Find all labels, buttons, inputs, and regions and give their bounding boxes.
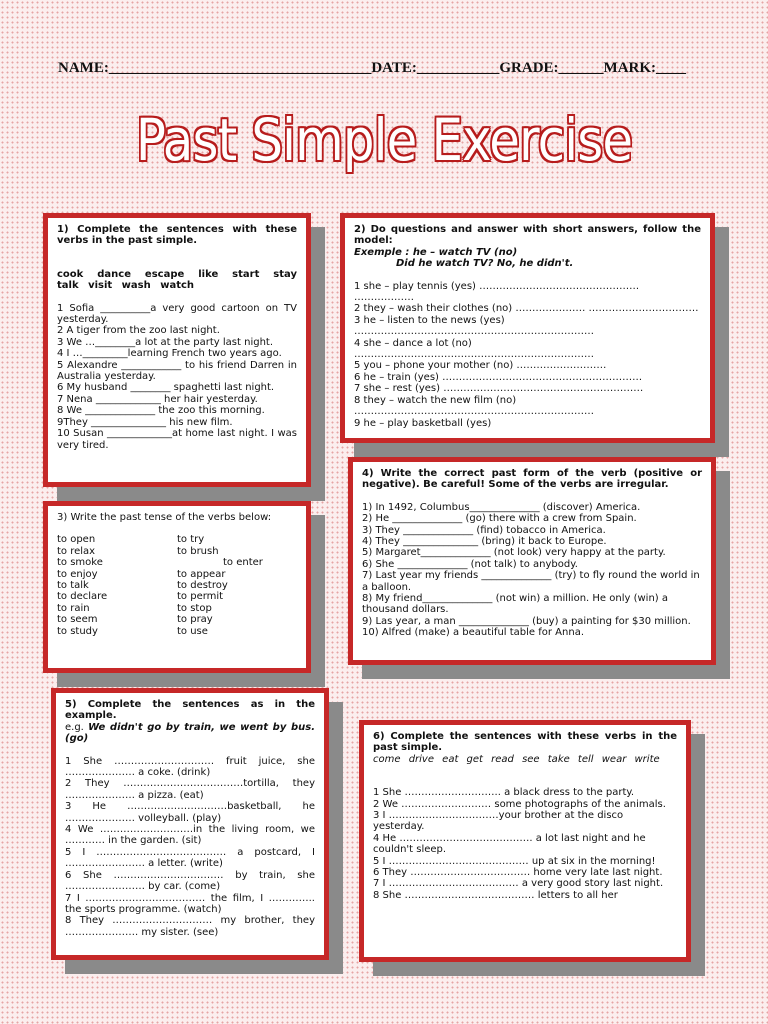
exercise-5-heading: 5) Complete the sentences as in the example. [65, 699, 315, 722]
list-item: 5 Alexandre ____________ to his friend Darren in Australia yesterday. [57, 359, 301, 383]
exercise-4-heading: 4) Write the correct past form of the verb (positive or negative). Be careful! Some of the verbs are irregular. [362, 468, 702, 491]
list-item: 6 She …………………………… by train, she …………………… by car. (come) [65, 869, 319, 893]
list-item: 5 I …………………………………… up at six in the morning! [373, 855, 656, 867]
list-item: 6 he – train (yes) …………………………………………………… [354, 371, 643, 383]
list-item: to stop [177, 602, 212, 614]
list-item: 1 she – play tennis (yes) ………………………………………… ……………… [354, 280, 643, 304]
exercise-5-lines [65, 755, 319, 939]
list-item: 5 I ………………………………… a postcard, I …………………… a letter. (write) [65, 846, 319, 870]
list-item: to rain [57, 602, 90, 614]
list-item: to open [57, 534, 96, 546]
student-info-line: NAME:___________________________________DATE:___________GRADE:______MARK:____ [58, 60, 687, 76]
list-item: 1 Sofia __________a very good cartoon on TV yesterday. [57, 302, 301, 326]
list-item: 4 she – dance a lot (no) ……………………………………………………………… [354, 337, 594, 361]
list-item: to relax [57, 545, 96, 557]
list-item: 1 She ……………………….. a black dress to the party. [373, 787, 635, 799]
list-item: 6 They ……………………………… home very late last night. [373, 867, 663, 879]
example-label: e.g. [65, 721, 84, 733]
list-item: 4 He …………………………………. a lot last night and he couldn't sleep. [373, 832, 649, 856]
list-item: 2 We ……………………… some photographs of the animals. [373, 798, 666, 810]
list-item: to use [177, 625, 208, 637]
list-item: 8 We ______________ the zoo this morning. [57, 405, 265, 417]
list-item: 3 I ……………………………your brother at the disco yesterday. [373, 810, 627, 833]
page-title: Past Simple Exercise [135, 106, 633, 174]
list-item: 3 he – listen to the news (yes) ……………………………………………………………… [354, 314, 594, 338]
exercise-1-box [48, 218, 306, 482]
list-item: to appear [177, 568, 226, 580]
list-item: to enter [223, 557, 263, 569]
exercise-1-lines [57, 302, 301, 451]
list-item: 5 you – phone your mother (no) ……………………… [354, 360, 607, 372]
list-item: 7) Last year my friends ______________ (try) to fly round the world in a balloon. [362, 570, 703, 593]
list-item: 2 They ………………………………tortilla, they ………………… a pizza. (eat) [65, 778, 319, 801]
list-item: 6 My husband ________ spaghetti last night. [57, 382, 275, 394]
exercise-3-right-column [177, 534, 297, 637]
list-item: to brush [177, 545, 219, 557]
list-item: to declare [57, 591, 108, 603]
list-item: to try [177, 534, 205, 546]
exercise-3-left-column [57, 534, 177, 637]
list-item: 7 Nena _____________ her hair yesterday. [57, 393, 258, 405]
list-item: 7 I ………………………………… a very good story last night. [373, 878, 664, 890]
exercise-3-verb-columns [57, 534, 297, 637]
exercise-1-heading: 1) Complete the sentences with these verbs in the past simple. [57, 224, 297, 247]
exercise-5-box [56, 693, 324, 955]
example-sentence: We didn't go by train, we went by bus. (go) [65, 721, 315, 745]
list-item: to destroy [177, 580, 228, 592]
exercise-2-lines [354, 281, 701, 429]
list-item: to smoke [57, 557, 103, 569]
exercise-2-heading: 2) Do questions and answer with short answers, follow the model: [354, 224, 701, 247]
exercise-2-box [345, 218, 710, 438]
list-item: 1) In 1492, Columbus______________ (discover) America. [362, 501, 641, 513]
exercise-5-example [65, 722, 315, 745]
list-item: 10) Alfred (make) a beautiful table for Anna. [362, 627, 584, 639]
exercise-2-example-answer: Did he watch TV? No, he didn't. [396, 258, 574, 270]
exercise-2-example-question: Exemple : he – watch TV (no) [354, 246, 518, 258]
list-item: 8 they – watch the new film (no) ……………………………………………………………… [354, 394, 594, 418]
list-item: to seem [57, 614, 98, 626]
list-item: 8 They ………………………… my brother, they …………………. my sister. (see) [65, 915, 319, 938]
exercise-6-lines [373, 787, 677, 901]
list-item: 10 Susan _____________at home last night. I was very tired. [57, 428, 301, 451]
list-item: 8 She ………………………………… letters to all her [373, 889, 618, 901]
exercise-3-box [48, 506, 306, 668]
list-item: to enjoy [57, 568, 98, 580]
exercise-6-box [364, 725, 686, 957]
list-item: 9) Las year, a man ______________ (buy) a painting for $30 million. [362, 615, 691, 627]
list-item: 3 He …………………………basketball, he ………………… volleyball. (play) [65, 801, 319, 824]
list-item: to permit [177, 591, 224, 603]
exercise-1-verb-list: cook dance escape like start stay talk visit wash watch [57, 268, 297, 292]
list-item: 4) They _______________ (bring) it back to Europe. [362, 536, 607, 548]
list-item: 7 I ……………………………… the film, I ………….. the sports programme. (watch) [65, 892, 319, 915]
list-item: 9 he – play basketball (yes) [354, 417, 492, 429]
list-item: 2 A tiger from the zoo last night. [57, 325, 220, 337]
list-item: to talk [57, 580, 89, 592]
exercise-6-heading: 6) Complete the sentences with these verbs in the past simple. [373, 731, 677, 754]
list-item: 6) She ______________ (not talk) to anybody. [362, 558, 578, 570]
list-item: 9They _______________ his new film. [57, 416, 233, 428]
list-item: 4 I …_________learning French two years ago. [57, 348, 282, 360]
list-item: 2) He ______________ (go) there with a crew from Spain. [362, 513, 637, 525]
list-item: 5) Margaret______________ (not look) very happy at the party. [362, 547, 666, 559]
list-item: 3 We …________a lot at the party last night. [57, 336, 274, 348]
list-item: 8) My friend______________ (not win) a million. He only (win) a thousand dollars. [362, 593, 672, 616]
exercise-4-lines [362, 502, 702, 639]
list-item: 1 She ………………………… fruit juice, she ………………… a coke. (drink) [65, 755, 319, 779]
exercise-4-box [353, 462, 711, 660]
list-item: 2 they – wash their clothes (no) ………………… …………………………… [354, 303, 699, 315]
exercise-3-heading: 3) Write the past tense of the verbs below: [57, 512, 272, 523]
list-item: 3) They ______________ (find) tobacco in America. [362, 524, 606, 536]
list-item: to study [57, 625, 98, 637]
list-item: to pray [177, 614, 213, 626]
exercise-6-verb-list: come drive eat get read see take tell wear write [373, 753, 660, 765]
list-item: 4 We ……………………….in the living room, we ………… in the garden. (sit) [65, 824, 319, 847]
list-item: 7 she – rest (yes) …………………………………………………… [354, 383, 644, 395]
